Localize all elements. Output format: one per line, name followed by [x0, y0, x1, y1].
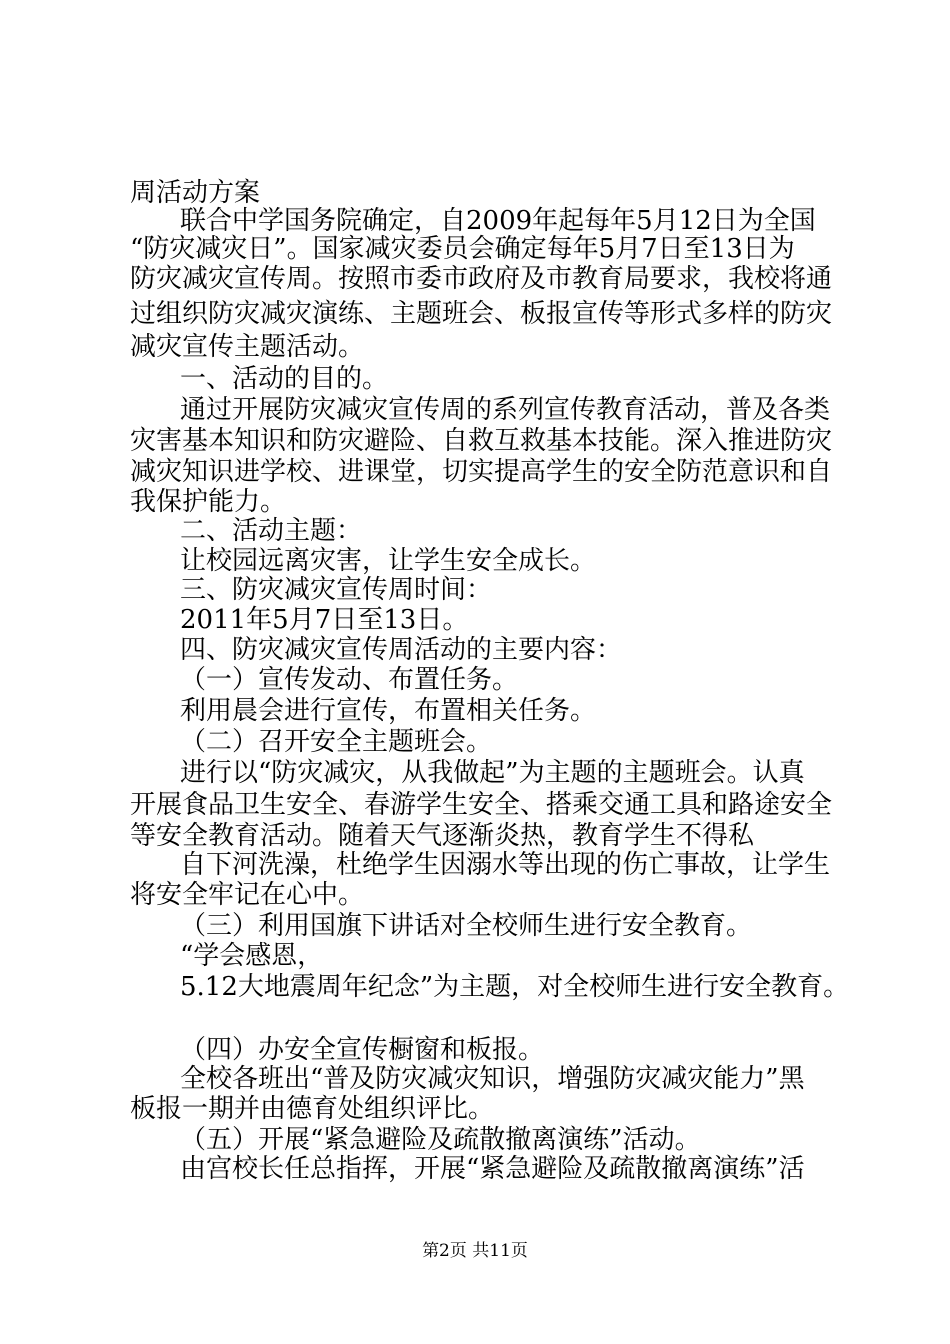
- doc-line-32: 由宫校长任总指挥，开展“紧急避险及疏散撤离演练”活: [180, 1154, 805, 1184]
- doc-line-21: 开展食品卫生安全、春游学生安全、搭乘交通工具和路途安全: [130, 790, 833, 820]
- doc-line-5: 过组织防灾减灾演练、主题班会、板报宣传等形式多样的防灾: [130, 299, 833, 329]
- doc-line-28: （四）办安全宣传橱窗和板报。: [180, 1035, 545, 1065]
- doc-line-8: 通过开展防灾减灾宣传周的系列宣传教育活动，普及各类: [180, 395, 831, 425]
- doc-line-19: （二）召开安全主题班会。: [180, 727, 493, 757]
- doc-line-10: 减灾知识进学校、进课堂，切实提高学生的安全防范意识和自: [130, 457, 833, 487]
- doc-line-1: 周活动方案: [130, 178, 261, 208]
- doc-line-30: 板报一期并由德育处组织评比。: [130, 1094, 495, 1124]
- doc-line-20: 进行以“防灾减灾，从我做起”为主题的主题班会。认真: [180, 758, 805, 788]
- doc-line-3: “防灾减灾日”。国家减灾委员会确定每年5月7日至13日为: [130, 234, 795, 264]
- doc-line-11: 我保护能力。: [130, 487, 287, 517]
- doc-line-13: 让校园远离灾害，让学生安全成长。: [180, 546, 597, 576]
- doc-line-7: 一、活动的目的。: [180, 364, 389, 394]
- doc-line-26: “学会感恩，: [180, 941, 324, 971]
- page-number-footer: 第2页 共11页: [422, 1241, 528, 1261]
- doc-line-17: （一）宣传发动、布置任务。: [180, 665, 519, 695]
- doc-line-16: 四、防灾减灾宣传周活动的主要内容：: [180, 635, 623, 665]
- doc-line-18: 利用晨会进行宣传，布置相关任务。: [180, 696, 597, 726]
- doc-line-4: 防灾减灾宣传周。按照市委市政府及市教育局要求，我校将通: [130, 264, 833, 294]
- doc-line-29: 全校各班出“普及防灾减灾知识，增强防灾减灾能力”黑: [180, 1064, 805, 1094]
- doc-line-12: 二、活动主题：: [180, 516, 363, 546]
- doc-line-2: 联合中学国务院确定，自2009年起每年5月12日为全国: [180, 206, 816, 236]
- doc-line-6: 减灾宣传主题活动。: [130, 332, 365, 362]
- doc-line-14: 三、防灾减灾宣传周时间：: [180, 575, 493, 605]
- doc-line-15: 2011年5月7日至13日。: [180, 605, 469, 635]
- doc-line-9: 灾害基本知识和防灾避险、自救互救基本技能。深入推进防灾: [130, 426, 833, 456]
- doc-line-24: 将安全牢记在心中。: [130, 880, 365, 910]
- doc-line-22: 等安全教育活动。随着天气逐渐炎热，教育学生不得私: [130, 821, 755, 851]
- doc-line-31: （五）开展“紧急避险及疏散撤离演练”活动。: [180, 1125, 701, 1155]
- doc-line-25: （三）利用国旗下讲话对全校师生进行安全教育。: [180, 911, 753, 941]
- doc-line-23: 自下河洗澡，杜绝学生因溺水等出现的伤亡事故，让学生: [180, 850, 831, 880]
- doc-line-27: 5.12大地震周年纪念”为主题，对全校师生进行安全教育。: [180, 972, 850, 1002]
